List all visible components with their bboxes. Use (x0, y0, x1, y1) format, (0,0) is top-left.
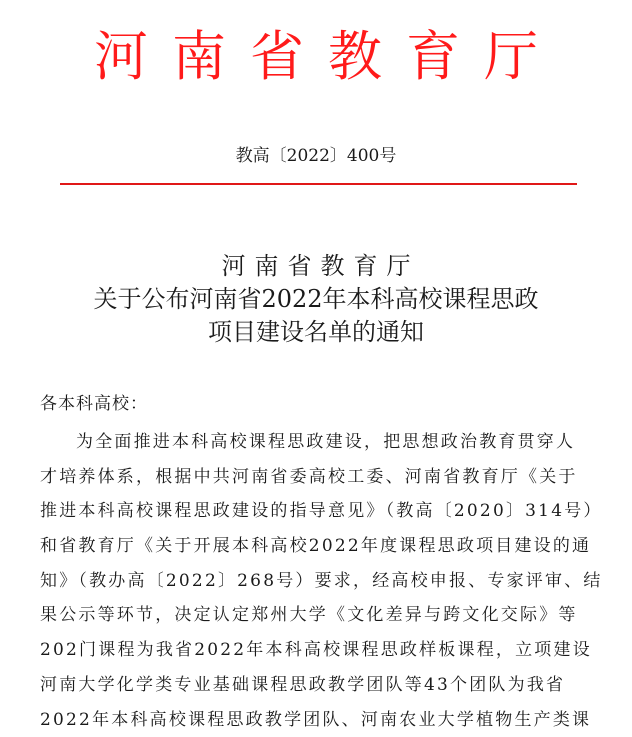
body-line: 果公示等环节，决定认定郑州大学《文化差异与跨文化交际》等 (40, 598, 600, 633)
red-divider-rule (60, 183, 577, 185)
body-line: 为全面推进本科高校课程思政建设，把思想政治教育贯穿人 (40, 425, 600, 460)
salutation: 各本科高校： (40, 392, 148, 416)
body-line: 推进本科高校课程思政建设的指导意见》（教高〔2020〕314号） (40, 494, 600, 529)
body-line: 202门课程为我省2022年本科高校课程思政样板课程，立项建设 (40, 633, 600, 668)
body-line: 知》（教办高〔2022〕268号）要求，经高校申报、专家评审、结 (40, 564, 600, 599)
masthead-title: 河南省教育厅 (0, 22, 632, 92)
title-line-subject: 关于公布河南省2022年本科高校课程思政 (0, 283, 632, 316)
title-line-issuer: 河南省教育厅 (0, 250, 632, 283)
title-line-subject-cont: 项目建设名单的通知 (0, 316, 632, 349)
body-line: 和省教育厅《关于开展本科高校2022年度课程思政项目建设的通 (40, 529, 600, 564)
body-line: 2022年本科高校课程思政教学团队、河南农业大学植物生产类课 (40, 703, 600, 737)
body-line: 河南大学化学类专业基础课程思政教学团队等43个团队为我省 (40, 668, 600, 703)
notice-title (0, 250, 632, 349)
body-paragraph (40, 425, 600, 737)
body-line: 才培养体系，根据中共河南省委高校工委、河南省教育厅《关于 (40, 460, 600, 495)
document-number: 教高〔2022〕400号 (0, 143, 632, 169)
